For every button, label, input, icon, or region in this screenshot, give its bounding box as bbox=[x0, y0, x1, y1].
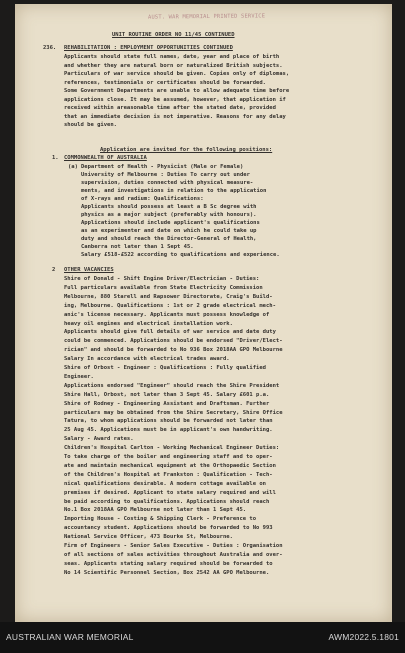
text-line: Melbourne, 880 Starell and Rapsower Directorate, Craig's Build- bbox=[64, 293, 273, 300]
text-line: Department of Health - Physicist (Male or Female) bbox=[81, 164, 244, 170]
section1-number: 1. bbox=[52, 155, 59, 161]
invitation-line: Application are invited for the following positions: bbox=[100, 147, 273, 153]
text-line: duty and should reach the Director-General of Health, bbox=[81, 236, 257, 242]
text-line: be paid according to qualifications. Applications should reach bbox=[64, 498, 270, 505]
text-line: ing, Melbourne. Qualifications : 1st or 2 grade electrical mech- bbox=[64, 302, 276, 309]
item-number: 236. bbox=[43, 45, 57, 51]
text-line: Applicants should state full names, date, year and place of birth bbox=[64, 54, 280, 60]
text-line: No 14 Scientific Personnel Section, Box 2542 AA GPO Melbourne. bbox=[64, 569, 270, 576]
text-line: Applications endorsed "Engineer" should reach the Shire President bbox=[64, 382, 280, 389]
text-line: No.1 Box 2018AA GPO Melbourne not later than 1 Sept 45. bbox=[64, 507, 247, 514]
text-line: rician" and should be forwarded to No 936 Box 2018AA GPO Melbourne bbox=[64, 347, 283, 354]
text-line: Shire of Donald - Shift Engine Driver/Electrician - Duties: bbox=[64, 276, 260, 282]
archive-stamp: AUST. WAR MEMORIAL PRINTED SERVICE bbox=[147, 13, 266, 21]
text-line: Salary In accordance with electrical trades award. bbox=[64, 356, 230, 363]
text-line: should be given. bbox=[64, 122, 117, 128]
text-line: ments, and investigations in relation to the application bbox=[81, 188, 267, 194]
text-line: Applications should include applicant's qualifications bbox=[81, 220, 260, 226]
text-line: Applicants should possess at least a B Sc degree with bbox=[81, 204, 257, 210]
text-line: Salary - Award rates. bbox=[64, 436, 134, 443]
text-line: Salary £518-£522 according to qualifications and experience. bbox=[81, 252, 280, 258]
text-line: Children's Hospital Carlton - Working Mechanical Engineer Duties: bbox=[64, 445, 280, 452]
archive-footer bbox=[0, 622, 405, 653]
text-line: and whether they are natural born or naturalized British subjects. bbox=[64, 62, 283, 69]
text-line: of all sections of sales activities throughout Australia and over- bbox=[64, 551, 283, 558]
text-line: Firm of Engineers - Senior Sales Executive - Duties : Organisation bbox=[64, 543, 283, 549]
text-line: Canberra not later than 1 Sept 45. bbox=[81, 244, 194, 250]
text-line: seas. Applicants stating salary required should be forwarded to bbox=[64, 560, 273, 567]
document-text bbox=[15, 4, 392, 622]
text-line: anic's license necessary. Applicants must possess knowledge of bbox=[64, 311, 270, 318]
text-line: premises if desired. Applicant to state salary required and will bbox=[64, 489, 276, 496]
text-line: applications close. It may be assumed, however, that application if bbox=[64, 96, 286, 103]
document-header: UNIT ROUTINE ORDER NO 11/45 CONTINUED bbox=[112, 32, 235, 38]
footer-collection: AUSTRALIAN WAR MEMORIAL bbox=[6, 632, 134, 642]
text-line: Tatura, to whom applications should be forwarded not later than bbox=[64, 418, 273, 425]
text-line: National Service Officer, 473 Bourke St, Melbourne. bbox=[64, 534, 233, 541]
text-line: Shire of Orbost - Engineer : Qualifications : Fully qualified bbox=[64, 365, 266, 371]
text-line: To take charge of the boiler and engineering staff and to oper- bbox=[64, 454, 273, 460]
text-line: particulars may be obtained from the Shire Secretary, Shire Office bbox=[64, 409, 283, 416]
text-line: that an immediate decision is not imperative. Reasons for any delay bbox=[64, 113, 286, 120]
text-line: accountancy student. Applications should be forwarded to No 993 bbox=[64, 525, 273, 532]
text-line: University of Melbourne : Duties To carry out under bbox=[81, 172, 250, 178]
text-line: Particulars of war service should be given. Copies only of diplomas, bbox=[64, 71, 290, 77]
text-line: 25 Aug 45. Applications must be in applicant's own handwriting. bbox=[64, 427, 273, 434]
section2-title: OTHER VACANCIES bbox=[64, 267, 114, 273]
text-line: Full particulars available from State Electricity Commission bbox=[64, 284, 263, 291]
text-line: as an experimenter and date on which he could take up bbox=[81, 228, 257, 234]
text-line: heavy oil engines and electrical installation work. bbox=[64, 320, 233, 327]
text-line: supervision, duties connected with physical measure- bbox=[81, 180, 254, 186]
footer-reference-id: AWM2022.5.1801 bbox=[328, 632, 399, 642]
text-line: of the Children's Hospital at Frankston : Qualification - Tech- bbox=[64, 471, 273, 478]
section1-title: COMMONWEALTH OF AUSTRALIA bbox=[64, 155, 147, 161]
item-title: REHABILITATION : EMPLOYMENT OPPORTUNITIES CONTINUED bbox=[64, 45, 233, 51]
text-line: received within areasonable time after the stated date, provided bbox=[64, 105, 276, 111]
text-line: Some Government Departments are unable to allow adequate time before bbox=[64, 88, 290, 94]
section1-subitem: (a) bbox=[68, 164, 78, 170]
text-line: Engineer. bbox=[64, 373, 94, 380]
text-line: ate and maintain mechanical equipment at the Orthopaedic Section bbox=[64, 462, 276, 469]
text-line: Importing House - Costing & Shipping Clerk - Preference to bbox=[64, 516, 257, 523]
text-line: could be commenced. Applications should be endorsed "Driver/Elect- bbox=[64, 338, 283, 345]
text-line: nical qualifications desirable. A modern cottage available on bbox=[64, 480, 266, 487]
text-line: physics as a major subject (preferably with honours). bbox=[81, 212, 257, 218]
text-line: references, testimonials or certificates should be forwarded. bbox=[64, 79, 266, 86]
text-line: Shire Hall, Orbost, not later than 3 Sept 45. Salary £601 p.a. bbox=[64, 391, 270, 398]
text-line: of X-rays and radium: Qualifications: bbox=[81, 196, 204, 202]
section2-number: 2 bbox=[52, 267, 56, 273]
text-line: Shire of Rodney - Engineering Assistant and Draftsman. Further bbox=[64, 400, 270, 407]
document-page bbox=[15, 4, 392, 622]
text-line: Applicants should give full details of war service and date duty bbox=[64, 329, 276, 336]
